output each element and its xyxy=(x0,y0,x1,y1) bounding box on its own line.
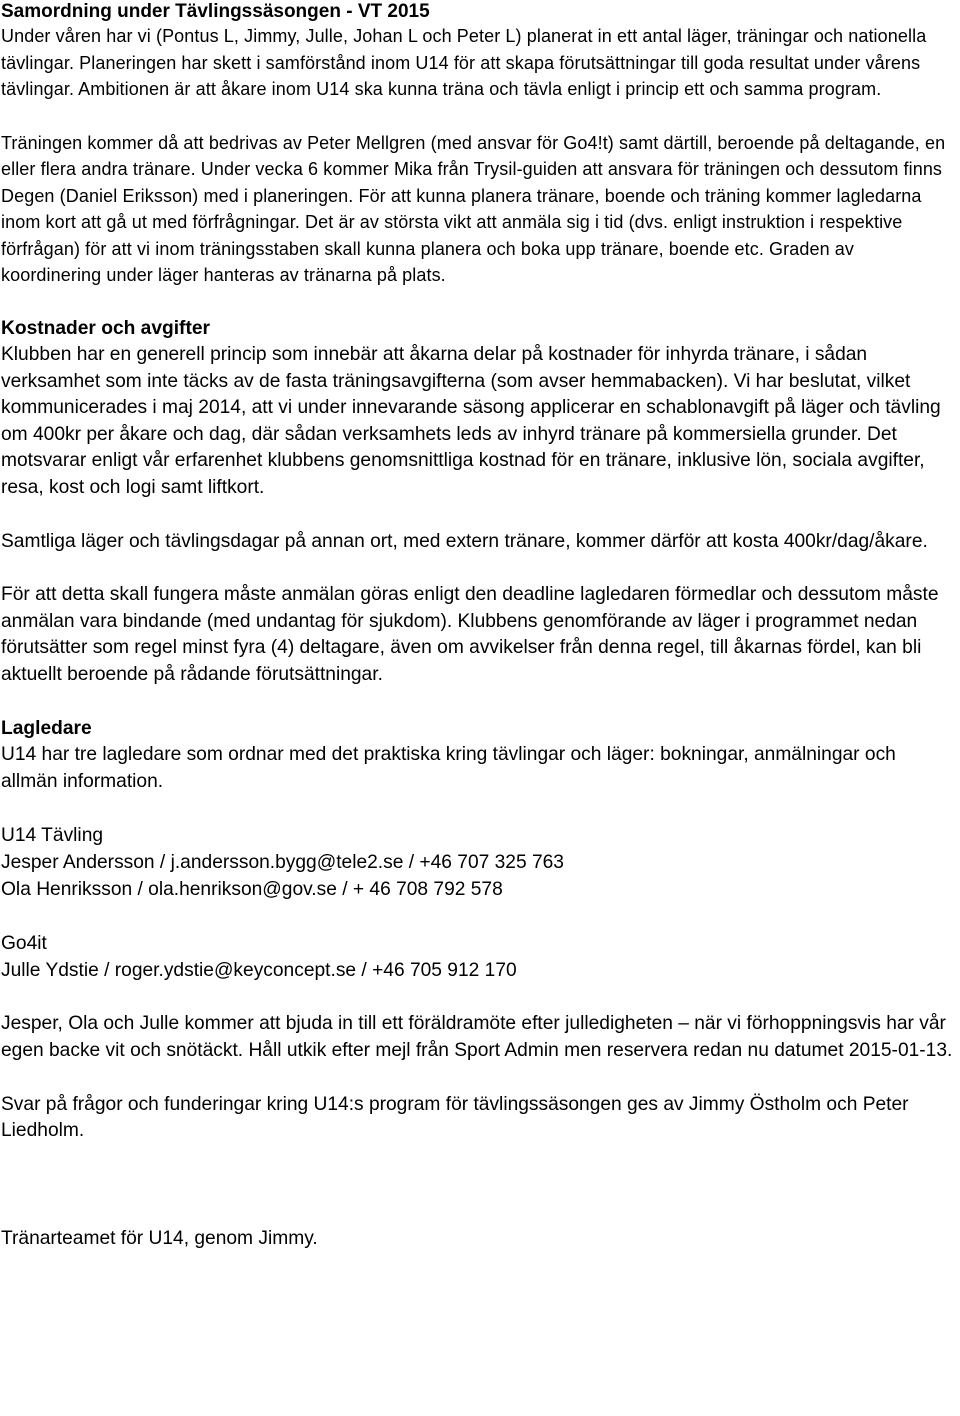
contact-group-title: Go4it xyxy=(1,933,47,955)
registration-paragraph: För att detta skall fungera måste anmälan göras enligt den deadline lagledaren förmedlar och dessutom måste anmälan vara bindande (med undantag för sjukdom). Klubbens genomförande av läger i programmet nedan förutsätter som regel minst fyra (4) deltagare, även om avvikelser från denna regel, till åkarnas fördel, kan bli aktuellt beroende på rådande förutsättningar. xyxy=(1,584,939,686)
spacer xyxy=(1,689,957,716)
contact-line: Jesper Andersson / j.andersson.bygg@tele2.se / +46 707 325 763 xyxy=(1,852,564,874)
contact-line: Ola Henriksson / ola.henrikson@gov.se / + 46 708 792 578 xyxy=(1,879,503,901)
spacer xyxy=(1,1065,957,1092)
spacer xyxy=(1,555,957,582)
spacer xyxy=(1,1145,957,1226)
spacer xyxy=(1,502,957,529)
spacer xyxy=(1,903,957,930)
costs-heading: Kostnader och avgifter xyxy=(1,317,210,339)
spacer xyxy=(1,795,957,822)
costs-fee-paragraph: Samtliga läger och tävlingsdagar på annan ort, med extern tränare, kommer därför att kosta 400kr/dag/åkare. xyxy=(1,530,928,552)
contact-group-title: U14 Tävling xyxy=(1,825,104,847)
team-leaders-paragraph: U14 har tre lagledare som ordnar med det praktiska kring tävlingar och läger: bokningar, anmälningar och allmän information. xyxy=(1,744,896,792)
team-leaders-heading: Lagledare xyxy=(1,717,92,739)
spacer xyxy=(1,984,957,1011)
signature: Tränarteamet för U14, genom Jimmy. xyxy=(1,1227,318,1249)
training-paragraph: Träningen kommer då att bedrivas av Peter Mellgren (med ansvar för Go4!t) samt därtill, beroende på deltagande, en eller flera andra tränare. Under vecka 6 kommer Mika från Trysil-guiden att ansvara för träningen och dessutom finns Degen (Daniel Eriksson) med i planeringen. För att kunna planera tränare, boende och träning kommer lagledarna inom kort att gå ut med förfrågningar. Det är av största vikt att anmäla sig i tid (dvs. enligt instruktion i respektive förfrågan) för att vi inom träningsstaben skall kunna planera och boka upp tränare, boende etc. Graden av koordinering under läger hanteras av tränarna på plats. xyxy=(1,132,946,285)
intro-paragraph: Under våren har vi (Pontus L, Jimmy, Julle, Johan L och Peter L) planerat in ett antal läger, träningar och nationella tävlingar. Planeringen har skett i samförstånd inom U14 för att skapa förutsättningar till goda resultat under vårens tävlingar. Ambitionen är att åkare inom U14 ska kunna träna och tävla enligt i princip ett och samma program. xyxy=(1,26,927,99)
costs-paragraph: Klubben har en generell princip som innebär att åkarna delar på kostnader för inhyrda tränare, i sådan verksamhet som inte täcks av de fasta träningsavgifterna (som avser hemmabacken). Vi har beslutat, vilket kommunicerades i maj 2014, att vi under innevarande säsong applicerar en schablonavgift på läger och tävling om 400kr per åkare och dag, där sådan verksamhets leds av inhyrd tränare på kommersiella grunder. Det motsvarar enligt vår erfarenhet klubbens genomsnittliga kostnad för en tränare, inklusive lön, sociala avgifter, resa, kost och logi samt liftkort. xyxy=(1,344,941,499)
document-title: Samordning under Tävlingssäsongen - VT 2015 xyxy=(1,1,430,22)
spacer xyxy=(1,289,957,316)
contact-line: Julle Ydstie / roger.ydstie@keyconcept.se / +46 705 912 170 xyxy=(1,960,517,982)
spacer xyxy=(1,103,957,130)
parent-meeting-paragraph: Jesper, Ola och Julle kommer att bjuda in till ett föräldramöte efter julledigheten – när vi förhoppningsvis har vår egen backe vit och snötäckt. Håll utkik efter mejl från Sport Admin men reservera redan nu datumet 2015-01-13. xyxy=(1,1013,953,1061)
questions-paragraph: Svar på frågor och funderingar kring U14:s program för tävlingssäsongen ges av Jimmy Östholm och Peter Liedholm. xyxy=(1,1093,909,1142)
